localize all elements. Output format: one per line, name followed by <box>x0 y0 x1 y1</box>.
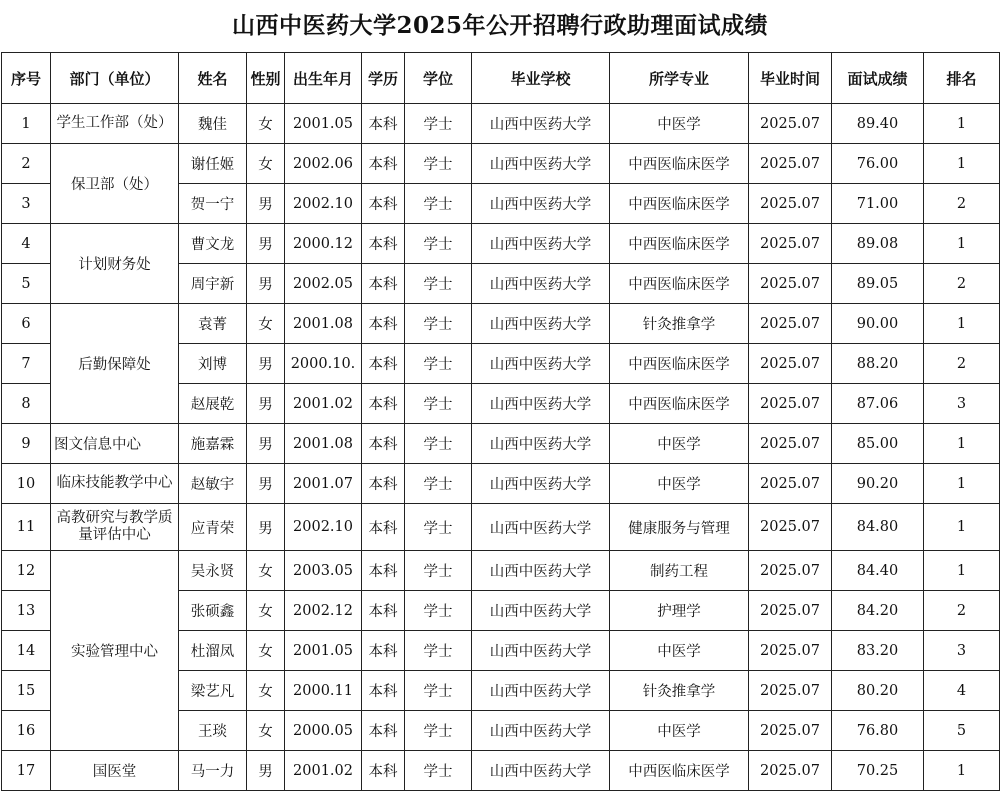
cell-school: 山西中医药大学 <box>472 144 610 184</box>
cell-gender: 男 <box>247 504 285 551</box>
cell-major: 中医学 <box>610 104 749 144</box>
cell-edu: 本科 <box>362 184 405 224</box>
col-header-school: 毕业学校 <box>472 53 610 104</box>
cell-name: 赵敏宇 <box>179 464 247 504</box>
cell-gender: 女 <box>247 711 285 751</box>
cell-birth: 2000.11 <box>285 671 362 711</box>
cell-name: 张硕鑫 <box>179 591 247 631</box>
cell-degree: 学士 <box>405 424 472 464</box>
table-row <box>2 424 1000 464</box>
cell-school: 山西中医药大学 <box>472 384 610 424</box>
cell-gender: 男 <box>247 464 285 504</box>
cell-birth: 2001.07 <box>285 464 362 504</box>
cell-gender: 男 <box>247 184 285 224</box>
cell-grad: 2025.07 <box>749 591 832 631</box>
cell-name: 吴永贤 <box>179 551 247 591</box>
cell-major: 中西医临床医学 <box>610 264 749 304</box>
cell-birth: 2001.08 <box>285 304 362 344</box>
cell-degree: 学士 <box>405 384 472 424</box>
cell-score: 87.06 <box>832 384 924 424</box>
cell-degree: 学士 <box>405 304 472 344</box>
cell-gender: 女 <box>247 304 285 344</box>
cell-dept: 计划财务处 <box>51 224 179 304</box>
cell-score: 90.20 <box>832 464 924 504</box>
cell-grad: 2025.07 <box>749 344 832 384</box>
table-row <box>2 104 1000 144</box>
cell-score: 84.40 <box>832 551 924 591</box>
cell-no: 5 <box>2 264 51 304</box>
cell-no: 2 <box>2 144 51 184</box>
cell-rank: 2 <box>924 264 1000 304</box>
cell-school: 山西中医药大学 <box>472 591 610 631</box>
cell-birth: 2000.10. <box>285 344 362 384</box>
cell-rank: 1 <box>924 304 1000 344</box>
cell-rank: 1 <box>924 504 1000 551</box>
cell-grad: 2025.07 <box>749 631 832 671</box>
cell-score: 90.00 <box>832 304 924 344</box>
cell-no: 10 <box>2 464 51 504</box>
cell-major: 健康服务与管理 <box>610 504 749 551</box>
table-row <box>2 464 1000 504</box>
cell-no: 9 <box>2 424 51 464</box>
cell-gender: 男 <box>247 264 285 304</box>
cell-dept: 实验管理中心 <box>51 551 179 751</box>
cell-degree: 学士 <box>405 711 472 751</box>
cell-name: 谢任姬 <box>179 144 247 184</box>
cell-rank: 1 <box>924 144 1000 184</box>
cell-birth: 2001.08 <box>285 424 362 464</box>
cell-score: 71.00 <box>832 184 924 224</box>
cell-major: 中西医临床医学 <box>610 224 749 264</box>
cell-score: 83.20 <box>832 631 924 671</box>
cell-no: 17 <box>2 751 51 791</box>
cell-major: 中医学 <box>610 424 749 464</box>
cell-grad: 2025.07 <box>749 104 832 144</box>
cell-birth: 2000.05 <box>285 711 362 751</box>
cell-name: 袁菁 <box>179 304 247 344</box>
page-title: 山西中医药大学2025年公开招聘行政助理面试成绩 <box>231 12 768 39</box>
cell-gender: 男 <box>247 751 285 791</box>
col-header-edu: 学历 <box>362 53 405 104</box>
cell-birth: 2003.05 <box>285 551 362 591</box>
cell-score: 76.00 <box>832 144 924 184</box>
cell-school: 山西中医药大学 <box>472 504 610 551</box>
table-row <box>2 504 1000 551</box>
table-row <box>2 144 1000 184</box>
cell-no: 8 <box>2 384 51 424</box>
cell-score: 84.80 <box>832 504 924 551</box>
cell-school: 山西中医药大学 <box>472 104 610 144</box>
cell-birth: 2002.06 <box>285 144 362 184</box>
cell-gender: 男 <box>247 344 285 384</box>
cell-gender: 女 <box>247 591 285 631</box>
cell-score: 89.08 <box>832 224 924 264</box>
cell-no: 13 <box>2 591 51 631</box>
cell-edu: 本科 <box>362 671 405 711</box>
cell-no: 1 <box>2 104 51 144</box>
cell-major: 中西医临床医学 <box>610 144 749 184</box>
cell-name: 周宇新 <box>179 264 247 304</box>
cell-rank: 2 <box>924 591 1000 631</box>
cell-no: 16 <box>2 711 51 751</box>
cell-degree: 学士 <box>405 104 472 144</box>
cell-gender: 男 <box>247 224 285 264</box>
cell-name: 应青荣 <box>179 504 247 551</box>
cell-rank: 1 <box>924 424 1000 464</box>
cell-school: 山西中医药大学 <box>472 671 610 711</box>
cell-score: 89.05 <box>832 264 924 304</box>
cell-grad: 2025.07 <box>749 144 832 184</box>
cell-edu: 本科 <box>362 464 405 504</box>
cell-edu: 本科 <box>362 504 405 551</box>
cell-no: 15 <box>2 671 51 711</box>
cell-no: 12 <box>2 551 51 591</box>
cell-edu: 本科 <box>362 344 405 384</box>
col-header-major: 所学专业 <box>610 53 749 104</box>
cell-edu: 本科 <box>362 224 405 264</box>
table-row <box>2 304 1000 344</box>
cell-score: 70.25 <box>832 751 924 791</box>
cell-dept: 学生工作部（处） <box>51 104 179 144</box>
cell-school: 山西中医药大学 <box>472 344 610 384</box>
cell-gender: 女 <box>247 631 285 671</box>
cell-name: 刘博 <box>179 344 247 384</box>
table-row <box>2 751 1000 791</box>
cell-major: 护理学 <box>610 591 749 631</box>
cell-name: 梁艺凡 <box>179 671 247 711</box>
cell-no: 3 <box>2 184 51 224</box>
cell-rank: 1 <box>924 224 1000 264</box>
cell-score: 85.00 <box>832 424 924 464</box>
cell-grad: 2025.07 <box>749 384 832 424</box>
col-header-gender: 性别 <box>247 53 285 104</box>
cell-score: 88.20 <box>832 344 924 384</box>
col-header-grad: 毕业时间 <box>749 53 832 104</box>
cell-degree: 学士 <box>405 504 472 551</box>
cell-degree: 学士 <box>405 631 472 671</box>
col-header-dept: 部门（单位） <box>51 53 179 104</box>
cell-grad: 2025.07 <box>749 424 832 464</box>
cell-edu: 本科 <box>362 551 405 591</box>
cell-name: 贺一宁 <box>179 184 247 224</box>
cell-gender: 女 <box>247 104 285 144</box>
cell-edu: 本科 <box>362 631 405 671</box>
cell-rank: 1 <box>924 751 1000 791</box>
cell-gender: 男 <box>247 384 285 424</box>
col-header-score: 面试成绩 <box>832 53 924 104</box>
col-header-rank: 排名 <box>924 53 1000 104</box>
cell-grad: 2025.07 <box>749 671 832 711</box>
cell-dept: 临床技能教学中心 <box>51 464 179 504</box>
cell-school: 山西中医药大学 <box>472 264 610 304</box>
table-row <box>2 551 1000 591</box>
cell-edu: 本科 <box>362 751 405 791</box>
cell-school: 山西中医药大学 <box>472 424 610 464</box>
cell-rank: 1 <box>924 104 1000 144</box>
cell-grad: 2025.07 <box>749 711 832 751</box>
cell-major: 中西医临床医学 <box>610 184 749 224</box>
cell-degree: 学士 <box>405 264 472 304</box>
cell-no: 4 <box>2 224 51 264</box>
cell-school: 山西中医药大学 <box>472 184 610 224</box>
cell-score: 89.40 <box>832 104 924 144</box>
cell-gender: 女 <box>247 144 285 184</box>
cell-birth: 2001.05 <box>285 104 362 144</box>
col-header-birth: 出生年月 <box>285 53 362 104</box>
cell-rank: 3 <box>924 631 1000 671</box>
cell-gender: 女 <box>247 671 285 711</box>
cell-birth: 2002.12 <box>285 591 362 631</box>
cell-degree: 学士 <box>405 551 472 591</box>
cell-dept: 保卫部（处） <box>51 144 179 224</box>
cell-degree: 学士 <box>405 751 472 791</box>
cell-name: 曹文龙 <box>179 224 247 264</box>
cell-dept: 国医堂 <box>51 751 179 791</box>
cell-dept: 高教研究与教学质量评估中心 <box>51 504 179 551</box>
cell-grad: 2025.07 <box>749 264 832 304</box>
cell-no: 7 <box>2 344 51 384</box>
cell-score: 84.20 <box>832 591 924 631</box>
cell-name: 杜溜凤 <box>179 631 247 671</box>
cell-rank: 5 <box>924 711 1000 751</box>
cell-rank: 3 <box>924 384 1000 424</box>
cell-rank: 1 <box>924 464 1000 504</box>
cell-major: 中医学 <box>610 464 749 504</box>
cell-gender: 女 <box>247 551 285 591</box>
cell-major: 中医学 <box>610 711 749 751</box>
cell-gender: 男 <box>247 424 285 464</box>
cell-birth: 2002.10 <box>285 184 362 224</box>
cell-name: 王琰 <box>179 711 247 751</box>
table-row <box>2 224 1000 264</box>
cell-grad: 2025.07 <box>749 224 832 264</box>
cell-edu: 本科 <box>362 424 405 464</box>
cell-edu: 本科 <box>362 104 405 144</box>
cell-score: 80.20 <box>832 671 924 711</box>
cell-school: 山西中医药大学 <box>472 751 610 791</box>
cell-score: 76.80 <box>832 711 924 751</box>
cell-birth: 2001.02 <box>285 384 362 424</box>
header-row <box>2 53 1000 104</box>
cell-major: 中西医临床医学 <box>610 751 749 791</box>
cell-school: 山西中医药大学 <box>472 304 610 344</box>
cell-name: 魏佳 <box>179 104 247 144</box>
cell-rank: 2 <box>924 344 1000 384</box>
cell-grad: 2025.07 <box>749 184 832 224</box>
cell-edu: 本科 <box>362 384 405 424</box>
cell-school: 山西中医药大学 <box>472 631 610 671</box>
cell-name: 施嘉霖 <box>179 424 247 464</box>
cell-school: 山西中医药大学 <box>472 711 610 751</box>
cell-no: 14 <box>2 631 51 671</box>
cell-rank: 2 <box>924 184 1000 224</box>
cell-grad: 2025.07 <box>749 464 832 504</box>
cell-degree: 学士 <box>405 144 472 184</box>
col-header-name: 姓名 <box>179 53 247 104</box>
cell-grad: 2025.07 <box>749 551 832 591</box>
cell-edu: 本科 <box>362 711 405 751</box>
cell-degree: 学士 <box>405 591 472 631</box>
cell-rank: 4 <box>924 671 1000 711</box>
cell-name: 赵展乾 <box>179 384 247 424</box>
cell-birth: 2001.05 <box>285 631 362 671</box>
cell-birth: 2002.10 <box>285 504 362 551</box>
cell-major: 中西医临床医学 <box>610 384 749 424</box>
cell-major: 中医学 <box>610 631 749 671</box>
results-table <box>1 52 1000 791</box>
cell-dept: 图文信息中心 <box>51 424 179 464</box>
cell-edu: 本科 <box>362 144 405 184</box>
cell-degree: 学士 <box>405 184 472 224</box>
col-header-degree: 学位 <box>405 53 472 104</box>
cell-degree: 学士 <box>405 344 472 384</box>
cell-rank: 1 <box>924 551 1000 591</box>
cell-degree: 学士 <box>405 671 472 711</box>
cell-birth: 2001.02 <box>285 751 362 791</box>
cell-school: 山西中医药大学 <box>472 224 610 264</box>
cell-name: 马一力 <box>179 751 247 791</box>
cell-major: 针灸推拿学 <box>610 671 749 711</box>
cell-major: 中西医临床医学 <box>610 344 749 384</box>
cell-major: 制药工程 <box>610 551 749 591</box>
cell-edu: 本科 <box>362 591 405 631</box>
cell-birth: 2000.12 <box>285 224 362 264</box>
cell-school: 山西中医药大学 <box>472 464 610 504</box>
cell-school: 山西中医药大学 <box>472 551 610 591</box>
cell-degree: 学士 <box>405 224 472 264</box>
cell-no: 11 <box>2 504 51 551</box>
cell-degree: 学士 <box>405 464 472 504</box>
cell-birth: 2002.05 <box>285 264 362 304</box>
cell-edu: 本科 <box>362 264 405 304</box>
col-header-no: 序号 <box>2 53 51 104</box>
cell-no: 6 <box>2 304 51 344</box>
cell-major: 针灸推拿学 <box>610 304 749 344</box>
cell-grad: 2025.07 <box>749 751 832 791</box>
cell-dept: 后勤保障处 <box>51 304 179 424</box>
cell-grad: 2025.07 <box>749 504 832 551</box>
cell-grad: 2025.07 <box>749 304 832 344</box>
cell-edu: 本科 <box>362 304 405 344</box>
